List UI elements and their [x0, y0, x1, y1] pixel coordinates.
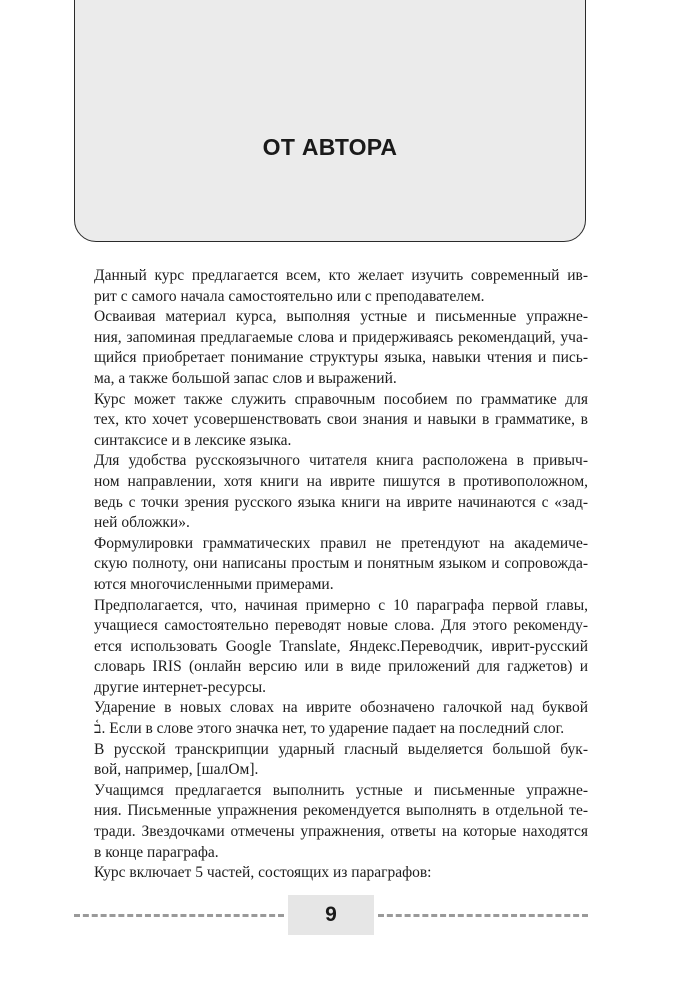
text-line: словарь IRIS (онлайн версию или в виде приложений для гаджетов) и — [94, 658, 588, 676]
paragraph — [75, 863, 588, 884]
paragraph — [75, 390, 588, 452]
text-line: ния, запоминая предлагаемые слова и придерживаясь рекомендаций, уча- — [94, 328, 588, 346]
text-line: ния. Письменные упражнения рекомендуется выполнять в отдельной те- — [94, 802, 588, 820]
paragraph — [75, 451, 588, 533]
page-number: 9 — [288, 895, 374, 935]
text-line: ются многочисленными примерами. — [94, 575, 334, 593]
text-line: ведь с точки зрения русского языка книги на иврите начинаются с «зад- — [94, 493, 588, 511]
text-line: Учащимся предлагается выполнить устные и письменные упражне- — [94, 781, 588, 799]
text-line: ном направлении, хотя книги на иврите пишутся в противоположном, — [94, 472, 588, 490]
footer-dashed-rule-right — [378, 914, 588, 917]
text-line: Данный курс предлагается всем, кто желает изучить современный ив- — [94, 267, 588, 284]
text-line: ма, а также большой запас слов и выражений. — [94, 369, 397, 387]
text-line: щийся приобретает понимание структуры языка, навыки чтения и пись- — [94, 349, 588, 367]
page-footer — [74, 895, 588, 935]
paragraph — [75, 266, 588, 307]
text-line: ется использовать Google Translate, Яндекс.Переводчик, иврит-русский — [94, 637, 588, 655]
paragraph — [75, 596, 588, 699]
text-line: в конце параграфа. — [94, 843, 219, 861]
text-line: тех, кто хочет усовершенствовать свои знания и навыки в грамматике, в — [94, 411, 588, 429]
text-line: другие интернет-ресурсы. — [94, 678, 267, 696]
paragraph — [75, 307, 588, 389]
text-line: Курс может также служить справочным пособием по грамматике для — [94, 390, 588, 408]
text-line: Осваивая материал курса, выполняя устные и письменные упражне- — [94, 308, 588, 326]
text-line: ней обложки». — [94, 514, 190, 532]
text-line: скую полноту, они написаны простым и понятным языком и сопровожда- — [94, 555, 588, 573]
text-line: Для удобства русскоязычного читателя книга расположена в привыч- — [94, 452, 588, 470]
paragraph — [75, 534, 588, 596]
paragraph — [75, 740, 588, 781]
text-line: рит с самого начала самостоятельно или с преподавателем. — [94, 287, 485, 305]
text-line: синтаксисе и в лексике языка. — [94, 431, 292, 449]
text-line: учащиеся самостоятельно переводят новые слова. Для этого рекоменду- — [94, 617, 588, 635]
page-title: ОТ АВТОРА — [262, 134, 398, 160]
text-line: Формулировки грамматических правил не претендуют на академиче- — [94, 534, 588, 552]
body-text — [75, 266, 588, 884]
text-line: тради. Звездочками отмечены упражнения, ответы на которые находятся — [94, 823, 588, 841]
paragraph — [75, 781, 588, 863]
text-line: Курс включает 5 частей, состоящих из параграфов: — [94, 864, 432, 882]
text-line: В русской транскрипции ударный гласный выделяется большой бук- — [94, 740, 588, 758]
title-banner — [74, 0, 586, 242]
paragraph — [75, 698, 588, 739]
text-line: ב֫. Если в слове этого значка нет, то ударение падает на последний слог. — [94, 720, 565, 738]
text-line: Предполагается, что, начиная примерно с 10 параграфа первой главы, — [94, 596, 588, 614]
text-line: Ударение в новых словах на иврите обозначено галочкой над буквой — [94, 699, 588, 717]
footer-dashed-rule-left — [74, 914, 284, 917]
text-line: вой, например, [шалОм]. — [94, 761, 259, 779]
